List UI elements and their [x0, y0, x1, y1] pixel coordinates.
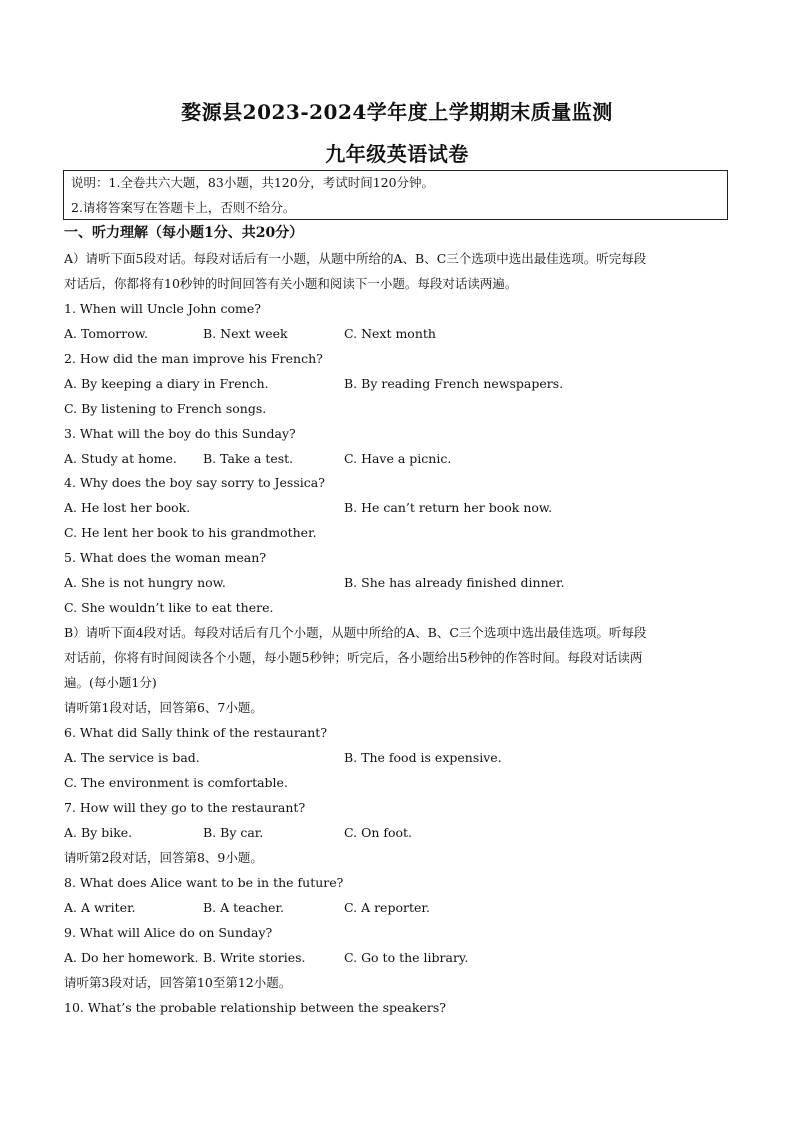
q6-option-b: B. The food is expensive. — [344, 750, 502, 765]
dialog-2-instruction: 请听第2段对话，回答第8、9小题。 — [64, 850, 263, 865]
q9-option-b: B. Write stories. — [203, 950, 306, 965]
exam-subtitle: 九年级英语试卷 — [325, 142, 469, 166]
q9-option-a: A. Do her homework. — [64, 950, 199, 965]
q4-option-a: A. He lost her book. — [64, 500, 191, 515]
q1-option-c: C. Next month — [344, 326, 436, 341]
q2-option-c: C. By listening to French songs. — [64, 401, 267, 416]
q5-option-b: B. She has already finished dinner. — [344, 575, 565, 590]
q2-option-b: B. By reading French newspapers. — [344, 376, 564, 391]
q3-option-b: B. Take a test. — [203, 451, 294, 466]
part-b-intro-1: B）请听下面4段对话。每段对话后有几个小题，从题中所给的A、B、C三个选项中选出最佳选项。听每段 — [64, 625, 647, 640]
q9-option-c: C. Go to the library. — [344, 950, 469, 965]
dialog-1-instruction: 请听第1段对话，回答第6、7小题。 — [64, 700, 263, 715]
q1-option-b: B. Next week — [203, 326, 288, 341]
question-6: 6. What did Sally think of the restaurant? — [64, 725, 328, 740]
question-3: 3. What will the boy do this Sunday? — [64, 426, 296, 441]
q1-option-a: A. Tomorrow. — [64, 326, 148, 341]
question-9: 9. What will Alice do on Sunday? — [64, 925, 273, 940]
q6-option-a: A. The service is bad. — [64, 750, 200, 765]
q3-option-c: C. Have a picnic. — [344, 451, 452, 466]
question-7: 7. How will they go to the restaurant? — [64, 800, 306, 815]
q5-option-c: C. She wouldn’t like to eat there. — [64, 600, 274, 615]
question-2: 2. How did the man improve his French? — [64, 351, 323, 366]
question-10: 10. What’s the probable relationship between the speakers? — [64, 1000, 446, 1015]
q8-option-b: B. A teacher. — [203, 900, 285, 915]
question-4: 4. Why does the boy say sorry to Jessica? — [64, 475, 325, 490]
question-1: 1. When will Uncle John come? — [64, 301, 261, 316]
part-b-intro-3: 遍。(每小题1分) — [64, 675, 157, 690]
q3-option-a: A. Study at home. — [64, 451, 177, 466]
instructions-line-2: 2.请将答案写在答题卡上，否则不给分。 — [71, 200, 296, 215]
q2-option-a: A. By keeping a diary in French. — [64, 376, 269, 391]
part-b-intro-2: 对话前，你将有时间阅读各个小题，每小题5秒钟；听完后，各小题给出5秒钟的作答时间。每段对话读两 — [64, 650, 643, 665]
q7-option-c: C. On foot. — [344, 825, 413, 840]
section-heading: 一、听力理解（每小题1分、共20分） — [64, 225, 304, 241]
q4-option-b: B. He can’t return her book now. — [344, 500, 553, 515]
q4-option-c: C. He lent her book to his grandmother. — [64, 525, 317, 540]
part-a-intro-1: A）请听下面5段对话。每段对话后有一小题，从题中所给的A、B、C三个选项中选出最佳选项。听完每段 — [64, 251, 647, 266]
q7-option-b: B. By car. — [203, 825, 264, 840]
q8-option-c: C. A reporter. — [344, 900, 430, 915]
q5-option-a: A. She is not hungry now. — [64, 575, 226, 590]
question-8: 8. What does Alice want to be in the future? — [64, 875, 344, 890]
question-5: 5. What does the woman mean? — [64, 550, 267, 565]
q6-option-c: C. The environment is comfortable. — [64, 775, 288, 790]
part-a-intro-2: 对话后，你都将有10秒钟的时间回答有关小题和阅读下一小题。每段对话读两遍。 — [64, 276, 518, 291]
exam-title: 婺源县2023-2024学年度上学期期末质量监测 — [181, 100, 613, 124]
dialog-3-instruction: 请听第3段对话，回答第10至第12小题。 — [64, 975, 292, 990]
q7-option-a: A. By bike. — [64, 825, 133, 840]
instructions-line-1: 说明：1.全卷共六大题，83小题，共120分，考试时间120分钟。 — [71, 175, 435, 190]
q8-option-a: A. A writer. — [64, 900, 136, 915]
